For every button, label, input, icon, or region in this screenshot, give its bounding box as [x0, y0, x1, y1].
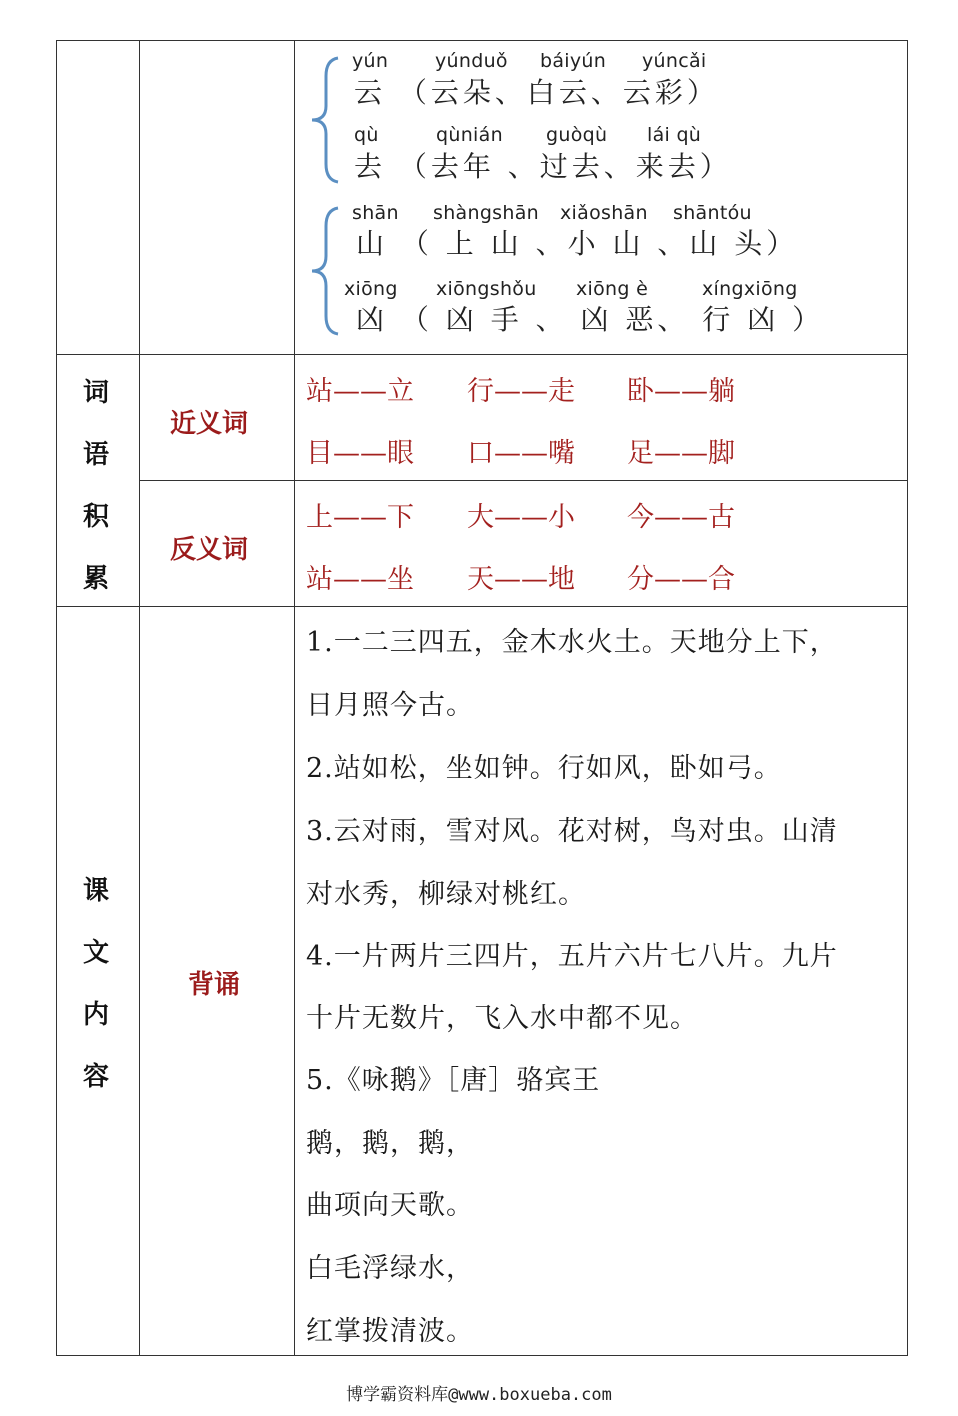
polyphonic-words: 云 （云朵、白云、云彩） [354, 76, 719, 109]
text-line: 5.《咏鹅》［唐］骆宾王 [306, 1065, 601, 1096]
text-line: 鹅，鹅，鹅， [306, 1128, 474, 1159]
antonym-pair: 大——小 [467, 502, 575, 533]
text-line: 2.站如松，坐如钟。行如风，卧如弓。 [306, 753, 782, 784]
pinyin: shān [352, 202, 399, 224]
recite-label: 背诵 [188, 970, 241, 1000]
text-line: 4.一片两片三四片，五片六片七八片。九片 [306, 941, 838, 972]
text-line: 对水秀，柳绿对桃红。 [306, 879, 586, 910]
pinyin: yúncǎi [642, 50, 707, 72]
category-char: 文 [83, 938, 110, 968]
polyphonic-words: 去 （去年 、过去、来去） [354, 150, 732, 183]
row-divider-1 [57, 354, 907, 355]
column-divider-1 [139, 41, 140, 1355]
antonym-pair: 今——古 [627, 502, 735, 533]
category-char: 内 [83, 1000, 110, 1030]
pinyin: xiōngshǒu [436, 278, 537, 300]
pinyin: xíngxiōng [702, 278, 798, 300]
pinyin: shāntóu [673, 202, 752, 224]
polyphonic-words: 凶 （ 凶 手 、 凶 恶、 行 凶 ） [356, 303, 825, 336]
synonym-pair: 站——立 [306, 376, 414, 407]
synonym-pair: 目——眼 [306, 438, 414, 469]
footer-watermark: 博学霸资料库@www.boxueba.com [346, 1385, 612, 1405]
pinyin: guòqù [546, 124, 608, 146]
pinyin: yún [352, 50, 389, 72]
antonym-pair: 天——地 [467, 564, 575, 595]
pinyin: yúnduǒ [435, 50, 508, 72]
category-char: 累 [83, 564, 110, 594]
synonym-pair: 口——嘴 [467, 438, 575, 469]
row-divider-3 [57, 606, 907, 607]
antonym-pair: 分——合 [627, 564, 735, 595]
text-line: 日月照今古。 [306, 690, 474, 721]
brace-group-1 [308, 54, 344, 186]
brace-group-2 [308, 204, 344, 338]
pinyin: xiōng [344, 278, 398, 300]
pinyin: xiǎoshān [560, 202, 648, 224]
pinyin: qù [354, 124, 379, 146]
polyphonic-words: 山 （ 上 山 、小 山 、山 头） [356, 227, 799, 260]
category-char: 积 [83, 502, 110, 532]
category-char: 词 [83, 378, 110, 408]
text-line: 1.一二三四五，金木水火土。天地分上下， [306, 627, 838, 658]
category-char: 容 [83, 1062, 110, 1092]
antonyms-label: 反义词 [170, 535, 249, 565]
text-line: 3.云对雨，雪对风。花对树，鸟对虫。山清 [306, 816, 838, 847]
text-line: 红掌拨清波。 [306, 1316, 474, 1347]
text-line: 十片无数片，飞入水中都不见。 [306, 1003, 698, 1034]
category-char: 语 [83, 440, 110, 470]
column-divider-2 [294, 41, 295, 1355]
pinyin: shàngshān [433, 202, 540, 224]
text-line: 曲项向天歌。 [306, 1190, 474, 1221]
antonym-pair: 站——坐 [306, 564, 414, 595]
synonym-pair: 足——脚 [627, 438, 735, 469]
antonym-pair: 上——下 [306, 502, 414, 533]
pinyin: lái qù [647, 124, 702, 146]
synonym-pair: 行——走 [467, 376, 575, 407]
pinyin: báiyún [540, 50, 607, 72]
synonym-pair: 卧——躺 [627, 376, 735, 407]
category-char: 课 [83, 876, 110, 906]
pinyin: qùnián [436, 124, 503, 146]
pinyin: xiōng è [576, 278, 649, 300]
row-divider-2 [139, 480, 907, 481]
synonyms-label: 近义词 [170, 409, 249, 439]
text-line: 白毛浮绿水， [306, 1253, 474, 1284]
